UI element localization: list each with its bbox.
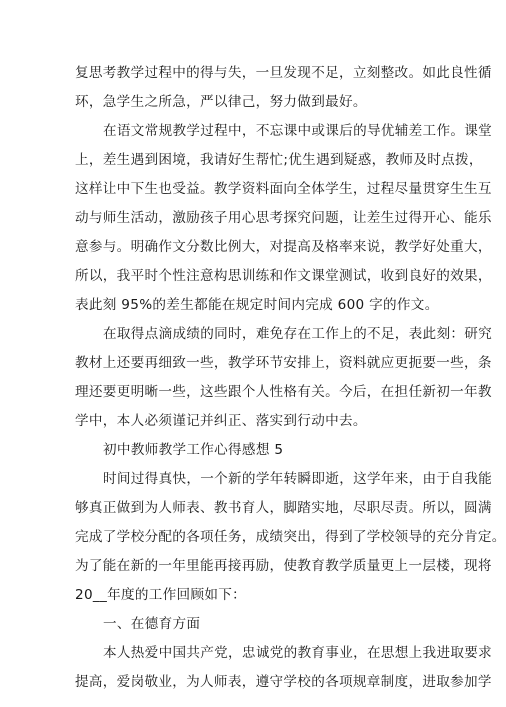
paragraph-start-line: 时间过得真快，一个新的学年转瞬即逝，这学年来，由于自我能	[103, 471, 493, 487]
text-line: 理还要更明晰一些，这些跟个人性格有关。今后，在担任新初一年教	[75, 384, 492, 400]
text-line: 复思考教学过程中的得与失，一旦发现不足，立刻整改。如此良性循	[75, 65, 492, 81]
text-line: 提高，爱岗敬业，为人师表，遵守学校的各项规章制度，进取参加学	[75, 674, 492, 690]
text-line: 20__年度的工作回顾如下：	[75, 587, 247, 603]
paragraph-start-line: 在语文常规教学过程中，不忘课中或课后的导优辅差工作。课堂	[103, 123, 493, 139]
text-line: 意参与。明确作文分数比例大，对提高及格率来说，教学好处重大，	[75, 239, 492, 255]
subsection-heading: 一、在德育方面	[103, 616, 201, 632]
text-line: 教材上还要再细致一些，教学环节安排上，资料就应更扼要一些，条	[75, 355, 492, 371]
text-line: 够真正做到为人师表、教书育人，脚踏实地，尽职尽责。所以，圆满	[75, 500, 492, 516]
paragraph-start-line: 在取得点滴成绩的同时，难免存在工作上的不足，表此刻：研究	[103, 326, 493, 342]
text-line: 为了能在新的一年里能再接再励，使教育教学质量更上一层楼，现将	[75, 558, 492, 574]
text-line: 动与师生活动，激励孩子用心思考探究问题，让差生过得开心、能乐	[75, 210, 492, 226]
text-line: 表此刻 95%的差生都能在规定时间内完成 600 字的作文。	[75, 297, 439, 313]
text-line: 所以，我平时个性注意构思训练和作文课堂测试，收到良好的效果，	[75, 268, 492, 284]
paragraph-start-line: 本人热爱中国共产党，忠诚党的教育事业，在思想上我进取要求	[103, 645, 493, 661]
text-line: 学中，本人必须谨记并纠正、落实到行动中去。	[75, 413, 367, 429]
text-line: 这样让中下生也受益。教学资料面向全体学生，过程尽量贯穿生生互	[75, 181, 492, 197]
text-line: 完成了学校分配的各项任务，成绩突出，得到了学校领导的充分肯定。	[75, 529, 506, 545]
text-line: 上，差生遇到困境，我请好生帮忙;优生遇到疑惑，教师及时点拨，	[75, 152, 483, 168]
text-line: 环，急学生之所急，严以律己，努力做到最好。	[75, 94, 367, 110]
section-heading: 初中教师教学工作心得感想 5	[103, 442, 284, 458]
